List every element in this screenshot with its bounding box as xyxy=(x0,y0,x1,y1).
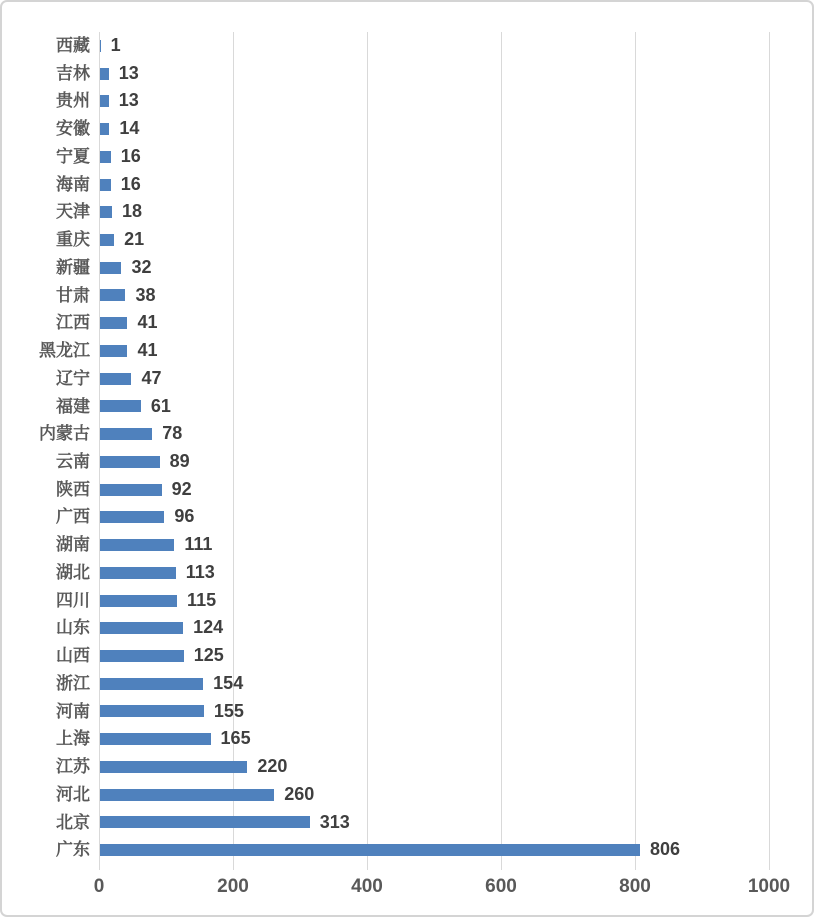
category-label: 甘肃 xyxy=(56,285,90,305)
value-label: 18 xyxy=(122,201,143,222)
value-label: 32 xyxy=(131,256,152,277)
plot-area xyxy=(2,2,812,915)
category-label: 湖北 xyxy=(56,562,90,582)
value-label: 14 xyxy=(119,118,140,139)
value-label: 113 xyxy=(185,561,215,582)
bar xyxy=(100,511,164,523)
bar xyxy=(100,650,184,662)
value-label: 806 xyxy=(650,839,681,860)
chart-row xyxy=(2,587,812,615)
bar xyxy=(100,317,127,329)
category-label: 吉林 xyxy=(56,63,90,83)
chart-row xyxy=(2,32,812,60)
bar xyxy=(100,345,127,357)
category-label: 黑龙江 xyxy=(39,341,90,361)
bar xyxy=(100,484,162,496)
category-label: 辽宁 xyxy=(56,368,90,388)
chart-row xyxy=(2,365,812,393)
chart-row xyxy=(2,337,812,365)
bar xyxy=(100,622,183,634)
chart-row xyxy=(2,476,812,504)
value-label: 1 xyxy=(110,35,121,55)
category-label: 陕西 xyxy=(56,479,90,499)
bar xyxy=(100,40,101,52)
value-label: 16 xyxy=(120,145,141,166)
bar xyxy=(100,95,109,107)
bar xyxy=(100,733,211,745)
category-label: 新疆 xyxy=(56,257,90,277)
x-axis-tick-label: 400 xyxy=(351,876,383,897)
chart-row xyxy=(2,282,812,310)
x-axis-tick-label: 800 xyxy=(619,876,651,897)
category-label: 广东 xyxy=(56,840,90,860)
value-label: 21 xyxy=(124,229,145,250)
category-label: 宁夏 xyxy=(56,146,90,166)
bar xyxy=(100,68,109,80)
value-label: 111 xyxy=(184,534,213,555)
chart-row xyxy=(2,531,812,559)
category-label: 河南 xyxy=(56,701,90,721)
category-label: 山东 xyxy=(56,618,90,638)
bar xyxy=(100,289,125,301)
chart-row xyxy=(2,309,812,337)
bar xyxy=(100,567,176,579)
value-label: 124 xyxy=(193,617,224,638)
bar xyxy=(100,539,174,551)
x-axis-tick-label: 0 xyxy=(93,876,105,897)
value-label: 92 xyxy=(171,478,192,499)
bar xyxy=(100,705,204,717)
value-label: 78 xyxy=(162,423,183,444)
x-axis-tick-label: 200 xyxy=(217,876,249,897)
value-label: 41 xyxy=(137,312,158,333)
bar xyxy=(100,456,160,468)
chart-row xyxy=(2,254,812,282)
chart-row xyxy=(2,171,812,199)
value-label: 89 xyxy=(169,451,190,471)
value-label: 96 xyxy=(174,506,195,527)
value-label: 220 xyxy=(257,756,288,777)
chart-row xyxy=(2,448,812,476)
value-label: 16 xyxy=(120,173,141,194)
bar xyxy=(100,206,112,218)
chart-row xyxy=(2,809,812,837)
category-label: 内蒙古 xyxy=(39,424,90,444)
chart-row xyxy=(2,836,812,864)
chart-row xyxy=(2,60,812,88)
chart-row xyxy=(2,642,812,670)
chart-row xyxy=(2,614,812,642)
chart-row xyxy=(2,393,812,421)
bar xyxy=(100,123,109,135)
chart-row xyxy=(2,198,812,226)
category-label: 广西 xyxy=(56,507,90,527)
value-label: 13 xyxy=(118,90,139,111)
chart-row xyxy=(2,143,812,171)
value-label: 165 xyxy=(220,728,251,749)
x-axis-tick-label: 1000 xyxy=(747,876,791,897)
chart-row xyxy=(2,115,812,143)
category-label: 西藏 xyxy=(56,36,90,55)
x-axis-tick-label: 600 xyxy=(485,876,517,897)
chart-row xyxy=(2,420,812,448)
bar xyxy=(100,844,640,856)
bar xyxy=(100,816,310,828)
value-label: 125 xyxy=(193,645,224,666)
bar xyxy=(100,428,152,440)
category-label: 四川 xyxy=(56,590,90,610)
category-label: 江苏 xyxy=(56,757,90,777)
category-label: 河北 xyxy=(56,784,90,804)
bar xyxy=(100,400,141,412)
bar xyxy=(100,789,274,801)
bar xyxy=(100,373,131,385)
chart-row xyxy=(2,87,812,115)
category-label: 江西 xyxy=(56,313,90,333)
value-label: 61 xyxy=(150,395,171,416)
bar xyxy=(100,262,121,274)
value-label: 13 xyxy=(118,62,139,83)
value-label: 41 xyxy=(137,340,158,361)
bar xyxy=(100,678,203,690)
category-label: 浙江 xyxy=(56,673,90,693)
category-label: 重庆 xyxy=(56,230,90,250)
bar xyxy=(100,234,114,246)
bar xyxy=(100,595,177,607)
value-label: 38 xyxy=(135,284,156,305)
category-label: 北京 xyxy=(56,812,90,832)
value-label: 313 xyxy=(319,811,350,832)
chart-row xyxy=(2,725,812,753)
value-label: 154 xyxy=(213,672,244,693)
chart-row xyxy=(2,503,812,531)
bar xyxy=(100,179,111,191)
category-label: 贵州 xyxy=(56,91,90,111)
category-label: 山西 xyxy=(56,646,90,666)
category-label: 海南 xyxy=(56,174,90,194)
value-label: 115 xyxy=(187,589,217,610)
bar xyxy=(100,151,111,163)
value-label: 47 xyxy=(141,367,162,388)
chart-row xyxy=(2,670,812,698)
value-label: 260 xyxy=(284,783,315,804)
chart-row xyxy=(2,753,812,781)
category-label: 湖南 xyxy=(56,535,90,555)
chart-row xyxy=(2,226,812,254)
category-label: 上海 xyxy=(56,729,90,749)
category-label: 福建 xyxy=(56,396,90,416)
category-label: 安徽 xyxy=(56,119,90,139)
chart-row xyxy=(2,781,812,809)
category-label: 天津 xyxy=(56,202,90,222)
category-label: 云南 xyxy=(56,452,90,471)
chart-row xyxy=(2,698,812,726)
bar xyxy=(100,761,247,773)
value-label: 155 xyxy=(213,700,244,721)
chart-row xyxy=(2,559,812,587)
